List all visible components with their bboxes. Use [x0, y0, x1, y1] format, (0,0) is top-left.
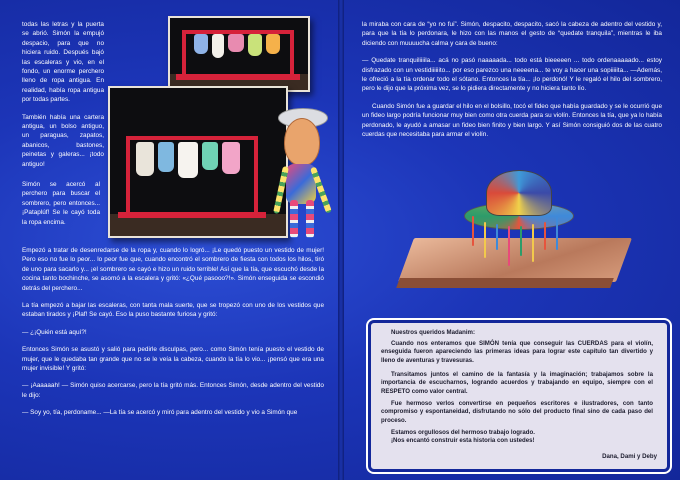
- hat-fringe: [544, 222, 546, 250]
- hat-fringe: [484, 222, 486, 258]
- paragraph: Simón se acercó al perchero para buscar el sombrero, pero entonces... ¡Pataplúf! Se le cayó toda la ropa encima.: [22, 181, 100, 226]
- hanging-cloth: [228, 34, 244, 52]
- paragraph: También había una cartera antigua, un bolso antiguo, un paraguas, zapatos, abanicos, bastones, peinetas y galeras... ¡todo antiguo!: [22, 113, 104, 168]
- paragraph: La tía empezó a bajar las escaleras, con tanta mala suerte, que se tropezó con uno de los vestidos que estaban tirados y ¡Plaf! Se cayó. Eso la puso bastante furiosa y gritó:: [22, 302, 324, 319]
- hat-stand-top: [398, 238, 632, 282]
- shadow-box-back: [168, 16, 310, 92]
- hat-stand-edge: [396, 278, 614, 288]
- book-spine: [338, 0, 344, 480]
- hanging-cloth: [248, 34, 262, 56]
- teachers-letter-box: [368, 320, 670, 472]
- letter-closing-line: Estamos orgullosos del hermoso trabajo logrado.: [391, 429, 535, 436]
- hanging-cloth: [194, 34, 208, 54]
- hanging-cloth: [178, 142, 198, 178]
- hat-fringe: [556, 216, 558, 250]
- rack-leg: [254, 136, 258, 216]
- left-page-mid-column: [22, 180, 100, 227]
- hanging-cloth: [136, 142, 154, 176]
- paragraph: Empezó a tratar de desenredarse de la ropa y, cuando lo logró... ¡Le quedó puesto un vestido de mujer! Pero eso no fue lo peor... lo peor fue que, cuando encontró el sombrero de fiesta con todos los hilos, tiró de uno para sacarlo y... ¡el sombrero se cayó e hizo un ruido terrible! Así que la tía, que escuchó desde la cocina tanto bochinche, se asomó a la escalera y gritó: «¿Qué pasooo?!». Simón enseguida se escondió detrás del perchero...: [22, 247, 324, 292]
- hanging-cloth: [202, 142, 218, 170]
- letter-greeting: Nuestros queridos Madanim:: [391, 329, 475, 336]
- hanging-cloth: [212, 34, 224, 58]
- hat-fringe: [496, 224, 498, 250]
- dialogue-line: — Quedate tranquiliiiila... acá no pasó naaaaada... todo está bieeeeen ... todo ordenaaaaado... estoy disfrazado con un vestidiiiiiito... por eso parezco una neeeena... te voy a hacer una sopiiiiita... —Además, le ofreció a la tía ordenar todo el sótano. Entonces la tía... ¡lo perdonó! Y le regaló el hilo del sombrero, pero le dijo que la próxima vez, se lo pidiera directamente y no hiciera tanto lío.: [362, 57, 662, 93]
- shadow-box-front: [108, 86, 288, 238]
- letter-closing-line: ¡Nos encantó construir esta historia con ustedes!: [391, 437, 535, 445]
- figurine-head: [284, 118, 320, 166]
- dialogue-line: — Soy yo, tía, perdoname... —La tía se acercó y miró para adentro del vestido y vio a Simón que: [22, 409, 298, 417]
- rack-leg: [290, 30, 294, 78]
- letter-paragraph: Cuando nos enteramos que SIMÓN tenía que conseguir las CUERDAS para el violín, enseguida fueron apareciendo las primeras ideas para lograr este capítulo tan divertido y lleno de aventuras y travesuras.: [381, 340, 653, 364]
- hat-fringe: [508, 226, 510, 266]
- paragraph: la miraba con cara de “yo no fui”. Simón, despacito, despacito, sacó la cabeza de adentro del vestido y, para que la tía lo perdonara, le hizo con las manos el gesto de “quedate tranquila”, mientras le iba diciendo con muuuucha calma y cara de bueno:: [362, 21, 662, 47]
- hat-fringe: [532, 224, 534, 262]
- hat-fringe: [520, 226, 522, 256]
- paragraph: Cuando Simón fue a guardar el hilo en el bolsillo, tocó el fideo que había guardado y se le ocurrió que un fideo largo podría funcionar muy bien como otra cuerda para su violín. Entonces la tía, que ya lo había perdonado, le ayudó a amasar un fideo bien finito y bien largo. Y así Simón consiguió dos de las cuatro cuerdas que necesitaba para armar el violín.: [362, 102, 662, 139]
- dialogue-line: — ¡Aaaaaah! — Simón quiso acercarse, pero la tía gritó más. Entonces Simón, desde adentro del vestido le dijo:: [22, 382, 324, 399]
- hanging-cloth: [222, 142, 240, 174]
- figurine-leg: [306, 200, 314, 238]
- rack-bar: [126, 136, 258, 140]
- paragraph: Entonces Simón se asustó y salió para pedirle disculpas, pero... como Simón tenía puesto el vestido de mujer, que le quedaba tan grande que no se le veía la cabeza, cuando la tía lo vio... ¡pensó que era una mujer invisible! Y gritó:: [22, 346, 324, 373]
- hat-fringe: [472, 216, 474, 246]
- photo-clothes-rack-boxes: [108, 16, 336, 238]
- letter-paragraph: Transitamos juntos el camino de la fantasía y la imaginación; trabajamos sobre la importancia de escucharnos, logrando acuerdos y trabajando en equipo, siempre con el RESPETO como valor central.: [381, 371, 653, 395]
- dialogue-line: — ¿¡Quién está aquí?!: [22, 328, 87, 336]
- right-page-text: [362, 20, 662, 139]
- left-page-bottom-text: [22, 246, 324, 418]
- figurine-leg: [290, 200, 298, 238]
- letter-paragraph: Fue hermoso verlos convertirse en pequeños escritores e ilustradores, con tanto compromiso y espontaneidad, disfrutando no sólo del producto final sino de cada paso del proceso.: [381, 400, 653, 424]
- left-page-top-column: [22, 20, 104, 177]
- paragraph: todas las letras y la puerta se abrió. Simón la empujó despacio, para que no hiciera ruido. Después bajó las escaleras y vio, en el fondo, un enorme perchero lleno de ropa antigua. En realidad, había ropa antigua por todas partes.: [22, 21, 104, 104]
- hanging-cloth: [266, 34, 280, 54]
- hat-crown: [486, 170, 552, 216]
- rack-leg: [182, 30, 186, 78]
- letter-closing: [391, 429, 653, 446]
- hanging-cloth: [158, 142, 174, 172]
- rack-leg: [126, 136, 130, 216]
- letter-signature: Dana, Dami y Deby: [602, 453, 657, 460]
- rack-base: [176, 74, 300, 80]
- photo-decorated-hat: [400, 150, 630, 300]
- rack-base: [118, 212, 266, 218]
